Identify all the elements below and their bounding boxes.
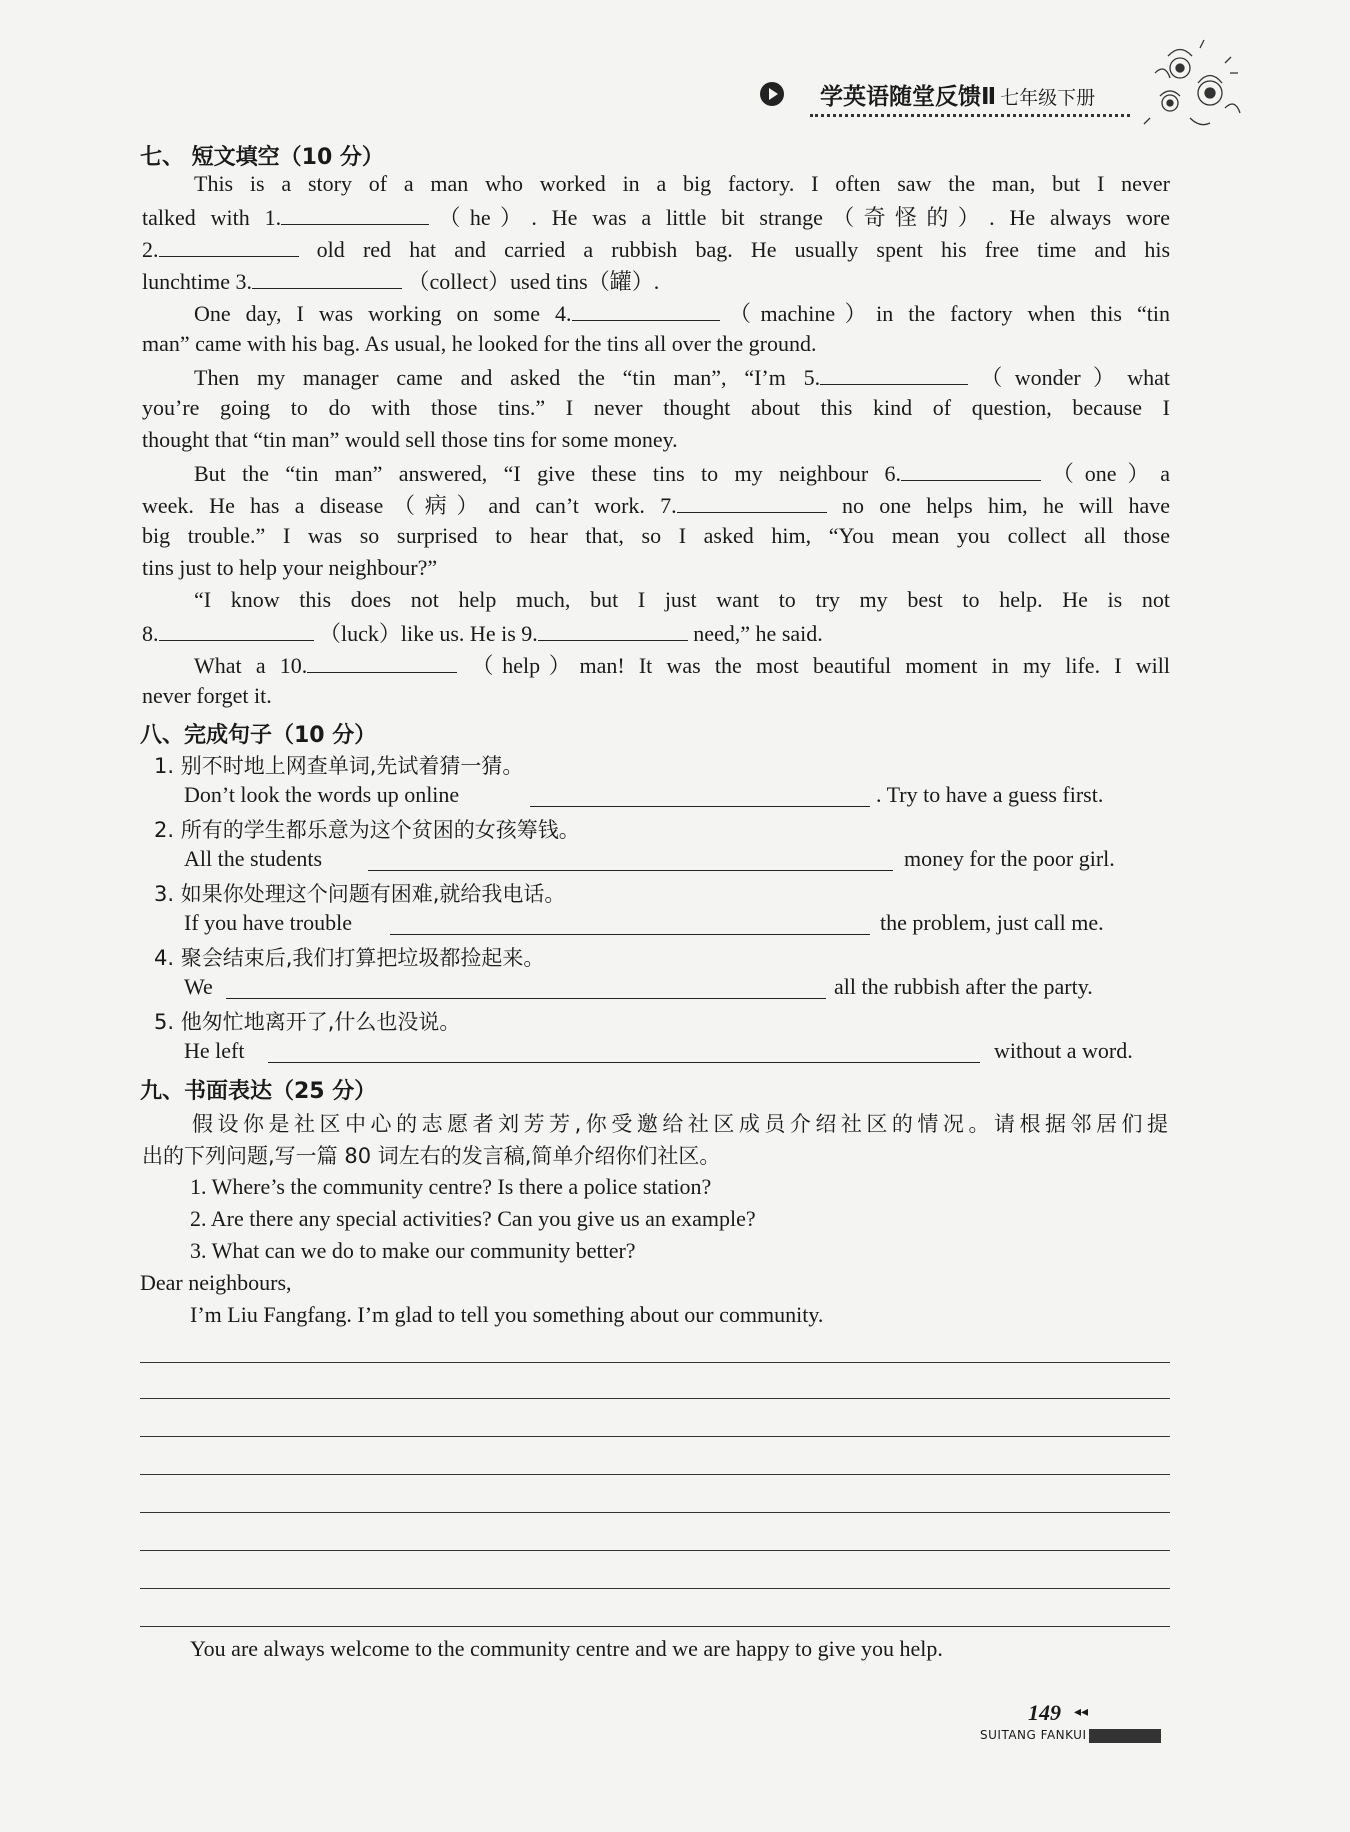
play-icon <box>760 82 784 106</box>
sentence-3-chinese: 3. 如果你处理这个问题有困难,就给我电话。 <box>154 882 566 906</box>
passage-line: never forget it. <box>142 683 272 708</box>
writing-line[interactable] <box>140 1398 1170 1399</box>
sentence-3-blank[interactable] <box>390 934 870 935</box>
sentence-4-blank[interactable] <box>226 998 826 999</box>
answer-blank-7[interactable] <box>677 488 827 513</box>
passage-line: But the “tin man” answered, “I give these tins to my neighbour 6. （one）a <box>142 456 1170 490</box>
writing-line[interactable] <box>140 1512 1170 1513</box>
passage-line: 8. （luck）like us. He is 9. need,” he said. <box>142 616 1170 650</box>
passage-line: big trouble.” I was so surprised to hear that, so I asked him, “You mean you collect all those <box>142 523 1170 548</box>
writing-prompt-line-2: 出的下列问题,写一篇 80 词左右的发言稿,简单介绍你们社区。 <box>142 1144 721 1168</box>
book-title: 学英语随堂反馈Ⅱ 七年级下册 <box>820 84 1096 110</box>
section-9-title: 九、书面表达（25 分） <box>140 1079 377 1104</box>
letter-greeting: Dear neighbours, <box>140 1270 292 1295</box>
passage-line: Then my manager came and asked the “tin man”, “I’m 5. （wonder）what <box>142 360 1170 394</box>
passage-line: “I know this does not help much, but I just want to try my best to help. He is not <box>194 587 1170 612</box>
sentence-5-blank-line[interactable] <box>268 1062 980 1063</box>
question-1: 1. Where’s the community centre? Is there a police station? <box>190 1174 712 1199</box>
passage-line: This is a story of a man who worked in a big factory. I often saw the man, but I never <box>194 171 1170 196</box>
answer-blank-4[interactable] <box>572 296 720 321</box>
passage-line: One day, I was working on some 4. （machine）in the factory when this “tin <box>142 296 1170 330</box>
question-2: 2. Are there any special activities? Can you give us an example? <box>190 1206 756 1231</box>
passage-line: What a 10. （help）man! It was the most beautiful moment in my life. I will <box>142 648 1170 682</box>
letter-opening: I’m Liu Fangfang. I’m glad to tell you something about our community. <box>190 1302 824 1327</box>
passage-line: thought that “tin man” would sell those tins for some money. <box>142 427 678 452</box>
sentence-4-prefix: We <box>184 974 213 999</box>
sentence-3-prefix: If you have trouble <box>184 910 352 935</box>
letter-closing: You are always welcome to the community centre and we are happy to give you help. <box>190 1636 943 1661</box>
header-dotted-rule <box>810 114 1130 117</box>
sentence-2-blank[interactable] <box>368 870 893 871</box>
section-7-title: 七、 短文填空（10 分） <box>140 145 384 170</box>
brand-logo-icon <box>1089 1729 1161 1743</box>
sentence-4-suffix: all the rubbish after the party. <box>834 974 1093 999</box>
answer-blank-9[interactable] <box>538 616 688 641</box>
passage-line: you’re going to do with those tins.” I never thought about this kind of question, because I <box>142 395 1170 420</box>
page-number: 149 <box>1028 1700 1061 1725</box>
writing-line[interactable] <box>140 1436 1170 1437</box>
answer-blank-3[interactable] <box>252 264 402 289</box>
passage-line: 2. old red hat and carried a rubbish bag. He usually spent his free time and his <box>142 232 1170 266</box>
sentence-5-chinese: 5. 他匆忙地离开了,什么也没说。 <box>154 1010 461 1034</box>
passage-line: week. He has a disease（病）and can’t work. 7. no one helps him, he will have <box>142 488 1170 522</box>
answer-blank-2[interactable] <box>159 232 299 257</box>
sentence-2-prefix: All the students <box>184 846 323 871</box>
sentence-5-suffix: without a word. <box>994 1038 1133 1063</box>
book-subtitle: 七年级下册 <box>1000 87 1096 109</box>
sentence-1-blank[interactable] <box>530 806 870 807</box>
sentence-1-suffix: . Try to have a guess first. <box>876 782 1104 807</box>
answer-blank-6[interactable] <box>901 456 1041 481</box>
answer-blank-1[interactable] <box>281 200 429 225</box>
arrow-left-icon: ◂◂ <box>1074 1705 1089 1720</box>
flower-decoration-icon <box>1140 38 1250 138</box>
sentence-4-chinese: 4. 聚会结束后,我们打算把垃圾都捡起来。 <box>154 946 545 970</box>
footer-brand: SUITANG FANKUI <box>980 1728 1161 1743</box>
writing-line[interactable] <box>140 1588 1170 1589</box>
sentence-1-chinese: 1. 别不时地上网查单词,先试着猜一猜。 <box>154 754 524 778</box>
writing-line[interactable] <box>140 1474 1170 1475</box>
passage-line: talked with 1. （he）. He was a little bit strange（奇怪的）. He always wore <box>142 200 1170 234</box>
sentence-1-prefix: Don’t look the words up online <box>184 782 460 807</box>
writing-line[interactable] <box>140 1550 1170 1551</box>
question-3: 3. What can we do to make our community better? <box>190 1238 636 1263</box>
passage-line: lunchtime 3. （collect）used tins（罐）. <box>142 264 1170 298</box>
answer-blank-8[interactable] <box>159 616 314 641</box>
writing-line[interactable] <box>140 1626 1170 1627</box>
answer-blank-5[interactable] <box>820 360 968 385</box>
writing-prompt-line-1: 假设你是社区中心的志愿者刘芳芳,你受邀给社区成员介绍社区的情况。请根据邻居们提 <box>192 1112 1168 1136</box>
passage-line: man” came with his bag. As usual, he looked for the tins all over the ground. <box>142 331 817 356</box>
writing-line[interactable] <box>140 1362 1170 1363</box>
sentence-2-suffix: money for the poor girl. <box>904 846 1115 871</box>
sentence-3-suffix: the problem, just call me. <box>880 910 1104 935</box>
sentence-2-chinese: 2. 所有的学生都乐意为这个贫困的女孩筹钱。 <box>154 818 580 842</box>
passage-line: tins just to help your neighbour?” <box>142 555 438 580</box>
answer-blank-10[interactable] <box>307 648 457 673</box>
section-8-title: 八、完成句子（10 分） <box>140 723 377 748</box>
sentence-5-prefix: He left <box>184 1038 245 1063</box>
